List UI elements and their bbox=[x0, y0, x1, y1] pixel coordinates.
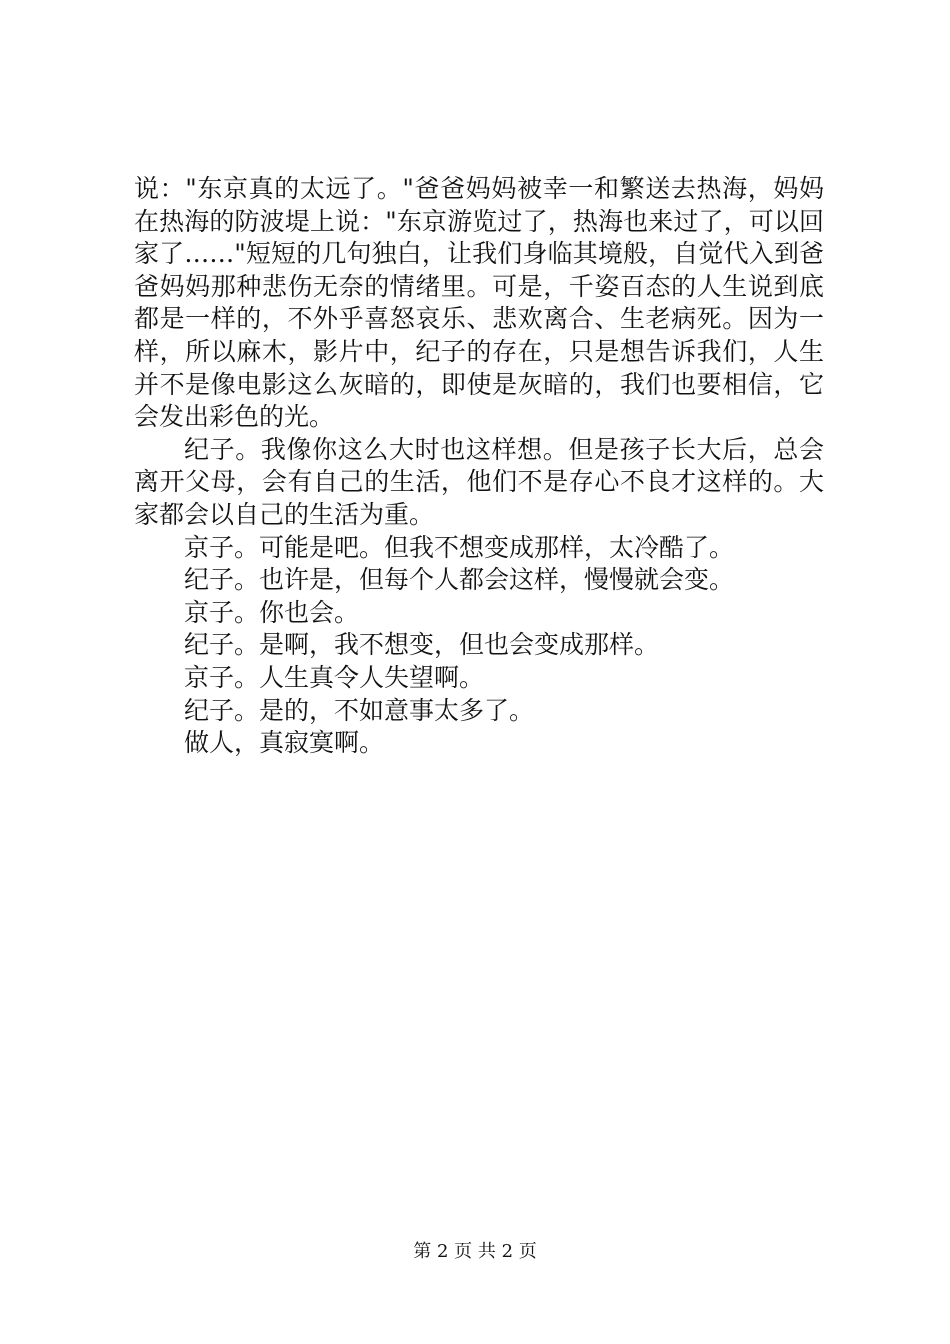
paragraph-dialogue: 京子。你也会。 bbox=[184, 597, 360, 627]
paragraph-dialogue: 纪子。我像你这么大时也这样想。但是孩子长大后，总会离开父母，会有自己的生活，他们不是存心不良才这样的。大家都会以自己的生活为重。 bbox=[134, 434, 824, 529]
paragraph-closing: 做人，真寂寞啊。 bbox=[184, 728, 385, 758]
paragraph-continuation: 说："东京真的太远了。"爸爸妈妈被幸一和繁送去热海，妈妈在热海的防波堤上说："东京游览过了，热海也来过了，可以回家了……"短短的几句独白，让我们身临其境般，自觉代入到爸爸妈妈那种悲伤无奈的情绪里。可是，千姿百态的人生说到底都是一样的，不外乎喜怒哀乐、悲欢离合、生老病死。因为一样，所以麻木，影片中，纪子的存在，只是想告诉我们，人生并不是像电影这么灰暗的，即使是灰暗的，我们也要相信，它会发出彩色的光。 bbox=[134, 174, 824, 432]
paragraph-dialogue: 纪子。是啊，我不想变，但也会变成那样。 bbox=[184, 630, 660, 660]
paragraph-dialogue: 纪子。是的，不如意事太多了。 bbox=[184, 695, 535, 725]
paragraph-dialogue: 纪子。也许是，但每个人都会这样，慢慢就会变。 bbox=[184, 565, 735, 595]
paragraph-dialogue: 京子。可能是吧。但我不想变成那样，太冷酷了。 bbox=[184, 532, 735, 562]
document-body bbox=[134, 173, 824, 760]
page-number-footer: 第 2 页 共 2 页 bbox=[413, 1241, 537, 1262]
paragraph-dialogue: 京子。人生真令人失望啊。 bbox=[184, 662, 485, 692]
